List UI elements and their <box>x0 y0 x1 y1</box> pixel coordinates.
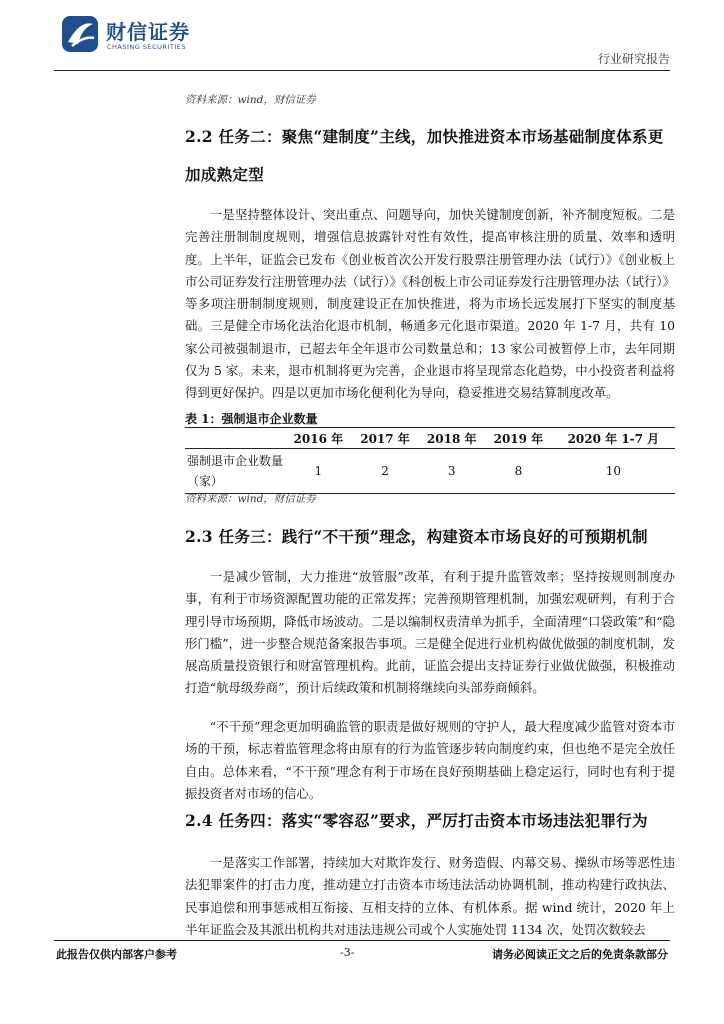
table-cell: 10 <box>552 449 675 494</box>
logo-text-cn: 财信证券 <box>106 20 190 44</box>
table-header-cell: 2016 年 <box>285 428 352 449</box>
table-header-cell: 2020 年 1-7 月 <box>552 428 675 449</box>
table-row <box>185 449 675 494</box>
table-cell: 8 <box>485 449 552 494</box>
table-header-cell: 2018 年 <box>418 428 485 449</box>
table-header-cell <box>185 428 285 449</box>
section-2-2-paragraph: 一是坚持整体设计、突出重点、问题导向，加快关键制度创新，补齐制度短板。二是完善注册制制度规则，增强信息披露针对性有效性，提高审核注册的质量、效率和透明度。上半年，证监会已发布《创业板首次公开发行股票注册管理办法（试行）》《创业板上市公司证券发行注册管理办法（试行）》《科创板上市公司证券发行注册管理办法（试行）》等多项注册制制度规则，制度建设正在加快推进，将为市场长远发展打下坚实的制度基础。三是健全市场化法治化退市机制，畅通多元化退市渠道。2020 年 1-7 月，共有 10 家公司被强制退市，已超去年全年退市公司数量总和；13 家公司被暂停上市，去年同期仅为 5 家。未来，退市机制将更为完善，企业退市将呈现常态化趋势，中小投资者利益将得到更好保护。四是以更加市场化便利化为导向，稳妥推进交易结算制度改革。 <box>185 207 675 401</box>
section-2-3-heading: 2.3 任务三：践行“不干预”理念，构建资本市场良好的可预期机制 <box>185 527 648 546</box>
section-2-4-heading: 2.4 任务四：落实“零容忍”要求，严厉打击资本市场违法犯罪行为 <box>185 811 648 830</box>
logo-emblem-icon <box>60 14 100 54</box>
header-divider <box>54 70 670 71</box>
table-header-cell: 2017 年 <box>352 428 419 449</box>
table-row-label: 强制退市企业数量（家） <box>185 449 285 494</box>
page-number: -3- <box>340 946 355 959</box>
footer-disclaimer-right: 请务必阅读正文之后的免责条款部分 <box>492 948 668 961</box>
company-logo <box>60 14 200 58</box>
table-header-row <box>185 428 675 449</box>
table-1-caption: 表 1：强制退市企业数量 <box>185 412 318 426</box>
table-cell: 1 <box>285 449 352 494</box>
section-2-4-paragraph: 一是落实工作部署，持续加大对欺诈发行、财务造假、内幕交易、操纵市场等恶性违法犯罪案件的打击力度，推动建立打击资本市场违法活动协调机制，推动构建行政执法、民事追偿和刑事惩戒相互衔接、互相支持的立体、有机体系。据 wind 统计，2020 年上半年证监会及其派出机构共对违法违规公司或个人实施处罚 1134 次，处罚次数较去 <box>185 855 675 936</box>
footer-disclaimer-left: 此报告仅供内部客户参考 <box>56 948 177 961</box>
section-2-3-paragraph-1: 一是减少管制，大力推进“放管服”改革，有利于提升监管效率；坚持按规则制度办事，有利于市场资源配置功能的正常发挥；完善预期管理机制，加强宏观研判，有利于合理引导市场预期，降低市场波动。二是以编制权责清单为抓手，全面清理“口袋政策”和“隐形门槛”，进一步整合规范备案报告事项。三是健全促进行业机构做优做强的制度机制，发展高质量投资银行和财富管理机构。此前，证监会提出支持证券行业做优做强，积极推动打造“航母级券商”，预计后续政策和机制将继续向头部券商倾斜。 <box>185 569 675 696</box>
report-type-label: 行业研究报告 <box>597 52 670 66</box>
section-2-2-heading: 2.2 任务二：聚焦“建制度”主线，加快推进资本市场基础制度体系更加成熟定型 <box>185 127 664 184</box>
forced-delisting-table <box>185 427 675 494</box>
section-2-3-paragraph-2: “不干预”理念更加明确监管的职责是做好规则的守护人，最大程度减少监管对资本市场的干预，标志着监管理念将由原有的行为监管逐步转向制度约束，但也绝不是完全放任自由。总体来看，“不干预”理念有利于市场在良好预期基础上稳定运行，同时也有利于提振投资者对市场的信心。 <box>185 719 675 801</box>
table-cell: 3 <box>418 449 485 494</box>
table-cell: 2 <box>352 449 419 494</box>
logo-text-en: CHASING SECURITIES <box>107 43 186 51</box>
table-1-source: 资料来源：wind，财信证券 <box>185 493 316 505</box>
table-header-cell: 2019 年 <box>485 428 552 449</box>
source-note-top: 资料来源：wind，财信证券 <box>185 94 316 106</box>
footer-divider <box>54 940 670 941</box>
